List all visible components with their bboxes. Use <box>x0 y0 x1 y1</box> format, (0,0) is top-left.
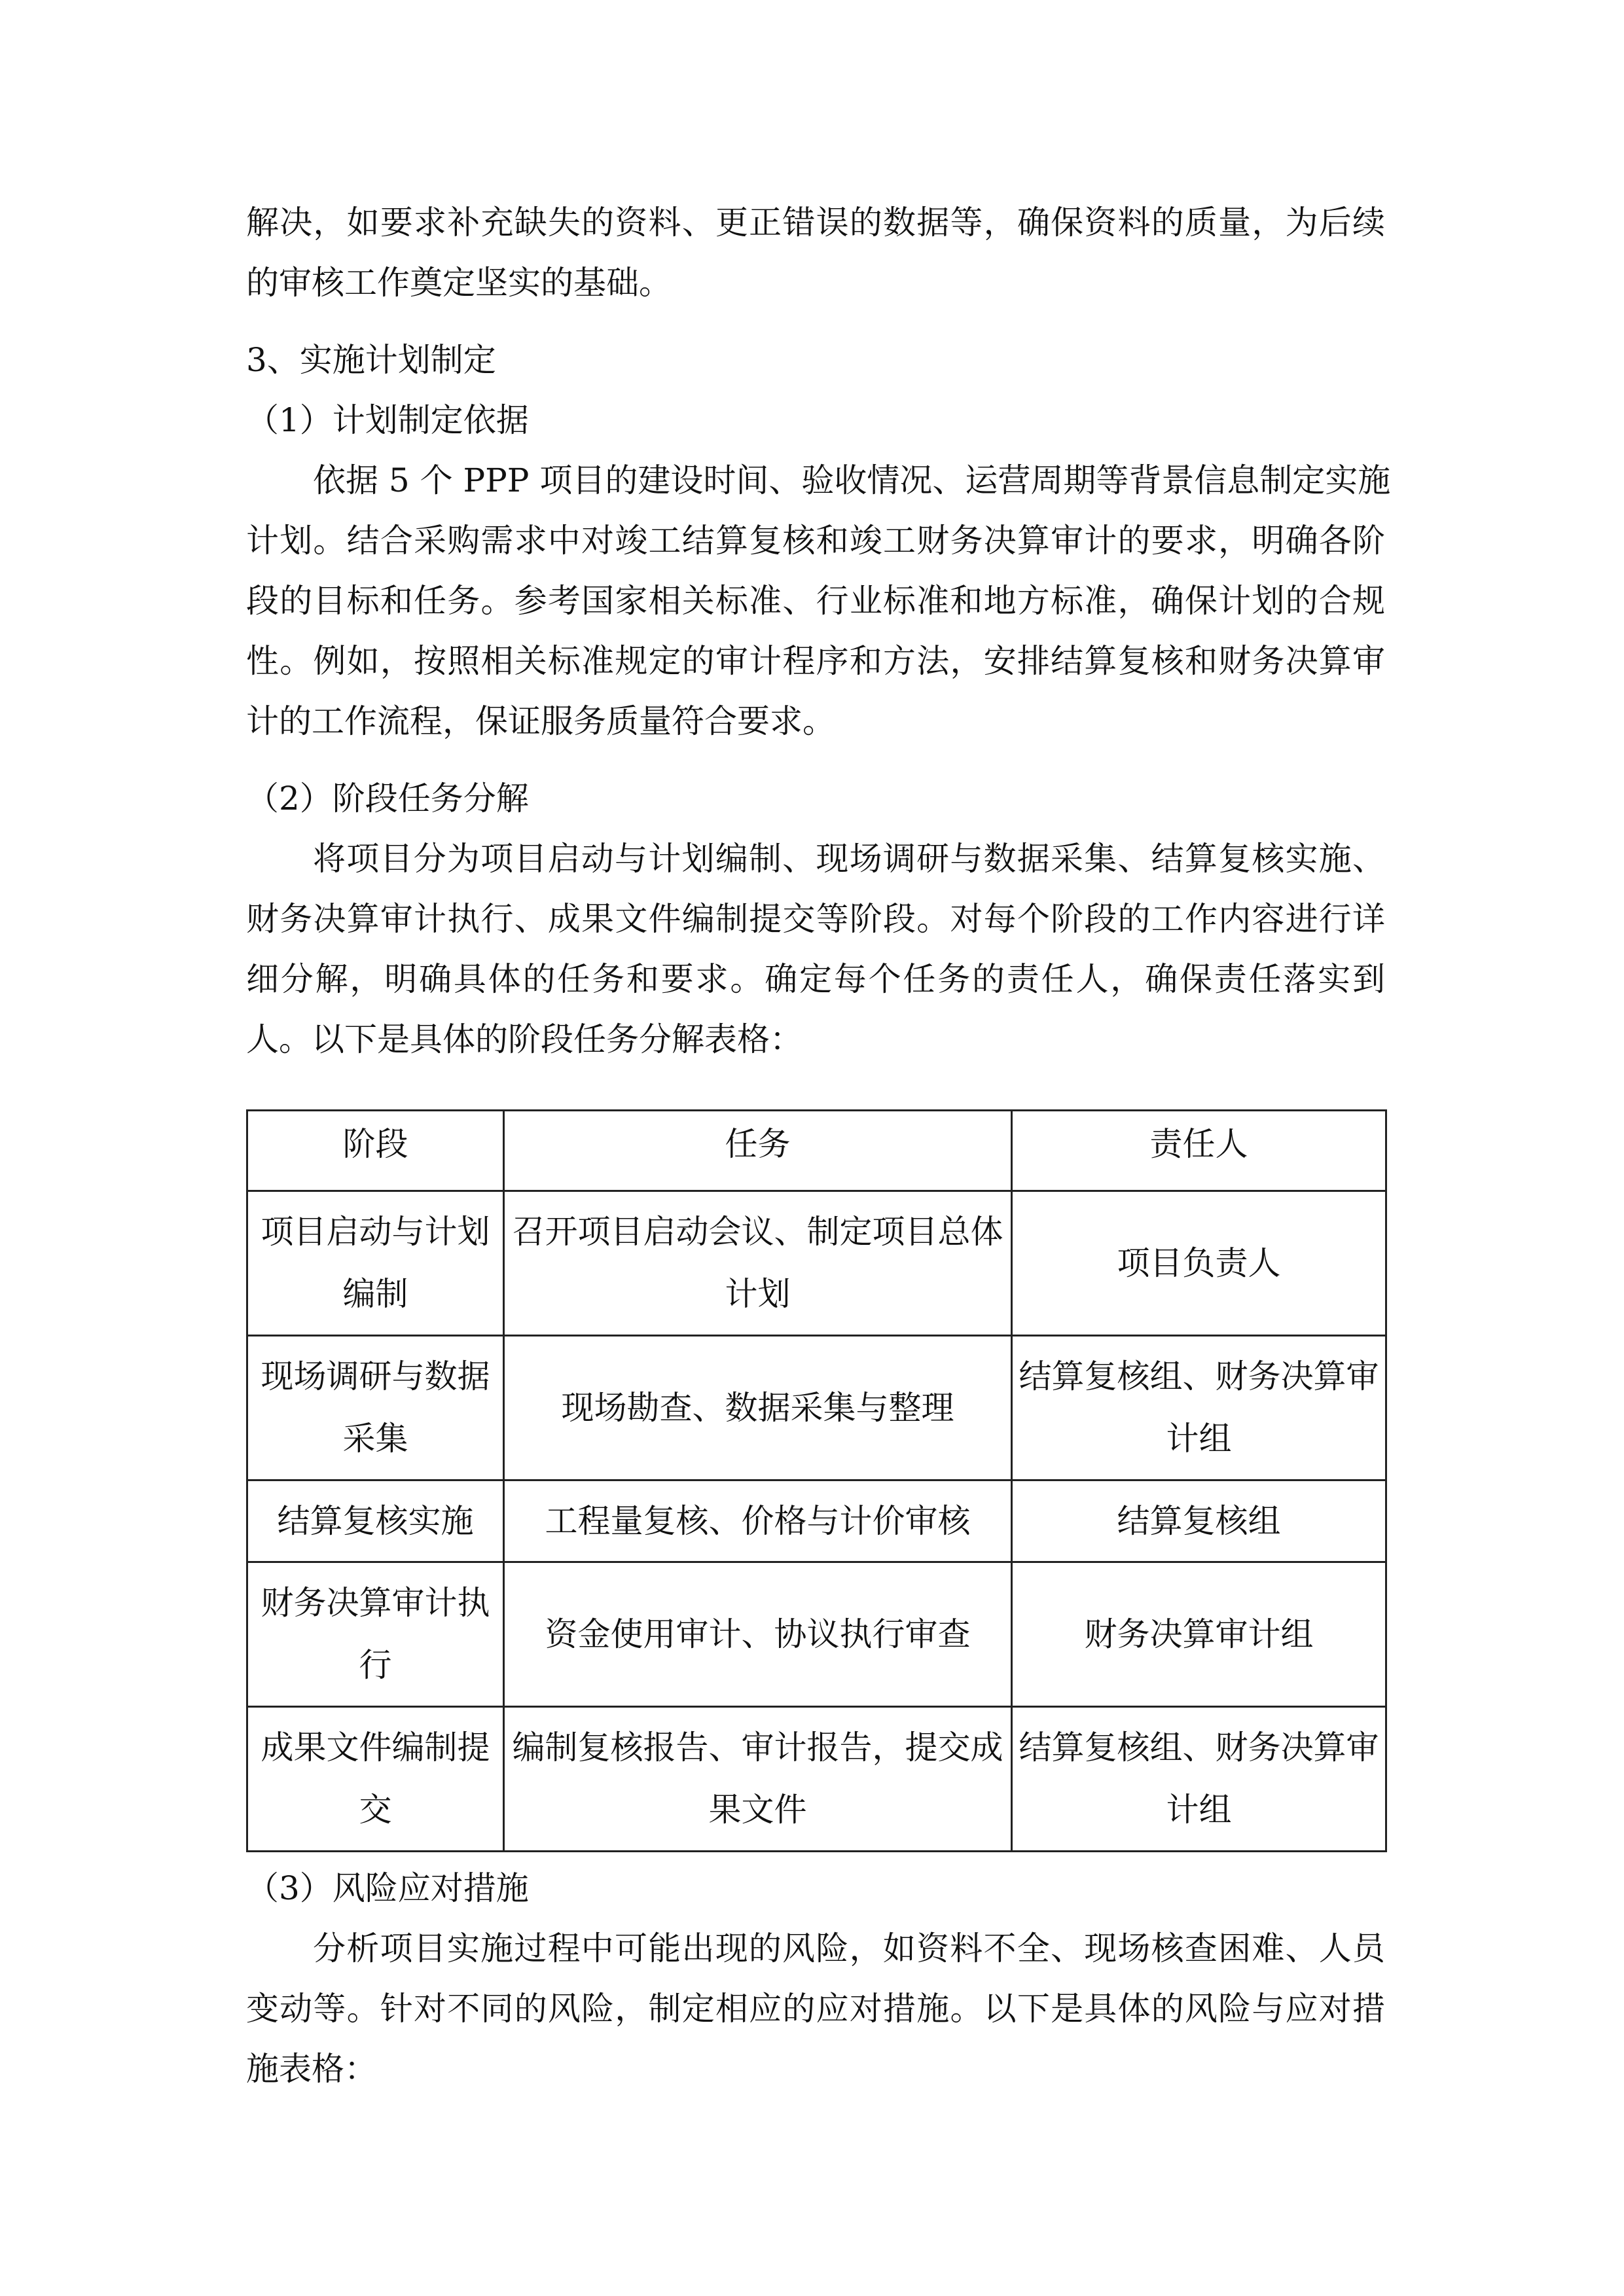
stage-cell: 结算复核实施 <box>247 1480 504 1562</box>
owner-cell: 结算复核组、财务决算审 计组 <box>1012 1336 1386 1480</box>
paragraph-line: 变动等。针对不同的风险，制定相应的应对措施。以下是具体的风险与应对措 <box>246 1990 1385 2028</box>
stage-task-table <box>246 1109 1387 1852</box>
owner-cell: 项目负责人 <box>1012 1191 1386 1336</box>
owner-cell: 财务决算审计组 <box>1012 1562 1386 1707</box>
paragraph-line: 依据 5 个 PPP 项目的建设时间、验收情况、运营周期等背景信息制定实施 <box>313 461 1391 499</box>
task-cell: 工程量复核、价格与计价审核 <box>504 1480 1012 1562</box>
column-header: 阶段 <box>247 1111 504 1191</box>
task-cell: 资金使用审计、协议执行审查 <box>504 1562 1012 1707</box>
table-header-row <box>247 1111 1386 1191</box>
table-row <box>247 1707 1386 1852</box>
stage-cell: 成果文件编制提 交 <box>247 1707 504 1852</box>
paragraph-line: 的审核工作奠定坚实的基础。 <box>246 264 672 302</box>
table-row <box>247 1191 1386 1336</box>
task-cell: 召开项目启动会议、制定项目总体 计划 <box>504 1191 1012 1336</box>
paragraph-line: 人。以下是具体的阶段任务分解表格： <box>246 1020 803 1058</box>
section-heading: 3、实施计划制定 <box>246 341 496 379</box>
paragraph-line: 段的目标和任务。参考国家相关标准、行业标准和地方标准，确保计划的合规 <box>246 582 1385 620</box>
paragraph-line: 计划。结合采购需求中对竣工结算复核和竣工财务决算审计的要求，明确各阶 <box>246 522 1385 560</box>
subsection-heading: （1）计划制定依据 <box>246 401 529 439</box>
paragraph-line: 财务决算审计执行、成果文件编制提交等阶段。对每个阶段的工作内容进行详 <box>246 900 1385 938</box>
table-row <box>247 1336 1386 1480</box>
column-header: 任务 <box>504 1111 1012 1191</box>
paragraph-line: 解决，如要求补充缺失的资料、更正错误的数据等，确保资料的质量，为后续 <box>246 204 1385 242</box>
task-cell: 编制复核报告、审计报告，提交成 果文件 <box>504 1707 1012 1852</box>
table-row <box>247 1480 1386 1562</box>
paragraph-line: 细分解，明确具体的任务和要求。确定每个任务的责任人，确保责任落实到 <box>246 960 1385 998</box>
subsection-heading: （3）风险应对措施 <box>246 1869 529 1907</box>
stage-cell: 项目启动与计划 编制 <box>247 1191 504 1336</box>
stage-cell: 财务决算审计执 行 <box>247 1562 504 1707</box>
task-cell: 现场勘查、数据采集与整理 <box>504 1336 1012 1480</box>
subsection-heading: （2）阶段任务分解 <box>246 780 529 817</box>
owner-cell: 结算复核组、财务决算审 计组 <box>1012 1707 1386 1852</box>
paragraph-line: 施表格： <box>246 2050 377 2088</box>
table-row <box>247 1562 1386 1707</box>
paragraph-line: 性。例如，按照相关标准规定的审计程序和方法，安排结算复核和财务决算审 <box>246 642 1385 680</box>
paragraph-line: 分析项目实施过程中可能出现的风险，如资料不全、现场核查困难、人员 <box>313 1929 1385 1967</box>
owner-cell: 结算复核组 <box>1012 1480 1386 1562</box>
column-header: 责任人 <box>1012 1111 1386 1191</box>
paragraph-line: 计的工作流程，保证服务质量符合要求。 <box>246 702 835 740</box>
paragraph-line: 将项目分为项目启动与计划编制、现场调研与数据采集、结算复核实施、 <box>313 840 1385 878</box>
stage-cell: 现场调研与数据 采集 <box>247 1336 504 1480</box>
